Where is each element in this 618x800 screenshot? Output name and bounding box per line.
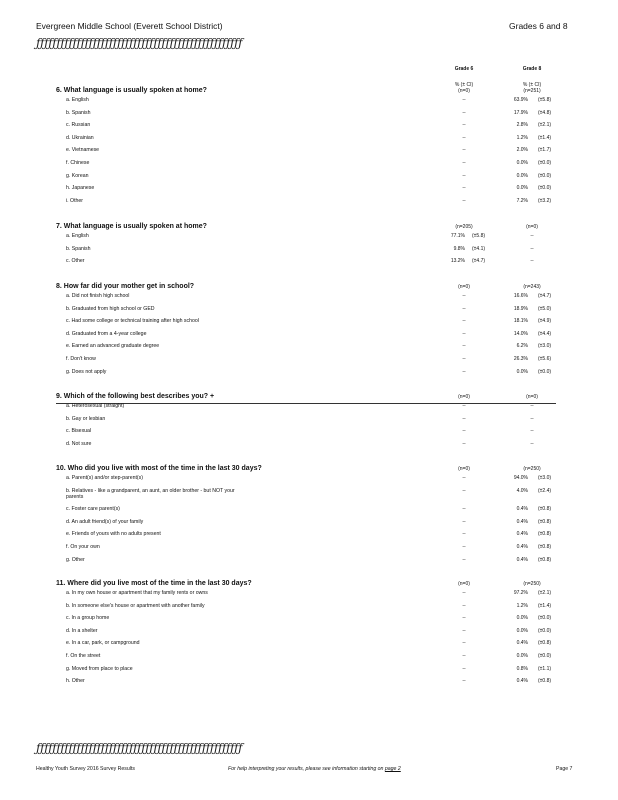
grade6-value: -- (462, 160, 466, 166)
grade6-value: -- (462, 305, 466, 312)
grade8-value: 0.4% (516, 506, 528, 513)
option-label: b. In someone else's house or apartment with another family (66, 602, 205, 609)
grade8-value: 0.0% (516, 615, 528, 622)
grade8-ci: (±0.0) (538, 172, 552, 179)
option-label: e. Friends of yours with no adults present (66, 531, 161, 538)
grade6-value: -- (462, 665, 466, 672)
question-title: 9. Which of the following best describes you? + (56, 393, 215, 400)
grade8-value: 1.2% (516, 134, 528, 141)
grade6-value: -- (462, 343, 466, 350)
grade8-ci: (±4.7) (538, 293, 552, 299)
grade6-value: -- (462, 506, 466, 513)
option-label: c. Other (66, 258, 85, 265)
option-label: f. Don't know (66, 356, 96, 362)
grade6-value: -- (462, 627, 466, 634)
grade8-value: 18.1% (513, 318, 528, 325)
option-label: e. Earned an advanced graduate degree (66, 343, 160, 350)
grade6-ci: (±4.7) (472, 258, 486, 265)
grade8-value: 0.4% (516, 556, 528, 563)
grade8-value: 0.4% (516, 678, 528, 685)
grade6-value: -- (462, 544, 466, 550)
grade8-value: 2.0% (516, 147, 528, 154)
option-label: g. Does not apply (66, 368, 107, 375)
grade8-value: 0.4% (516, 640, 528, 647)
option-label: c. Russian (66, 122, 91, 129)
footer-rule: ƒƒƒƒƒƒƒƒƒƒƒƒƒƒƒƒƒƒƒƒƒƒƒƒƒƒƒƒƒƒƒƒƒƒƒƒƒƒƒƒƒƒƒƒƒƒƒƒƒƒƒ (36, 741, 243, 755)
grade6-value: -- (462, 475, 466, 481)
survey-name: Healthy Youth Survey 2016 Survey Results (36, 766, 135, 772)
option-label: b. Spanish (66, 109, 91, 116)
grade6-column-header: Grade 6 (454, 66, 474, 72)
grade6-value: -- (462, 293, 466, 299)
grade6-value: -- (462, 440, 466, 447)
question-title: 10. Who did you live with most of the time in the last 30 days? (56, 465, 262, 472)
grade6-n: (n=0) (458, 581, 470, 587)
option-label: b. Spanish (66, 245, 91, 252)
grade8-ci: (±0.8) (538, 678, 552, 685)
grade8-value: 63.9% (513, 97, 528, 103)
grade8-ci: (±4.4) (538, 330, 552, 337)
grade8-value: 16.6% (513, 293, 528, 299)
grade6-value: 9.8% (453, 245, 465, 252)
grade8-ci: (±5.6) (538, 356, 552, 362)
question-title: 8. How far did your mother get in school? (56, 283, 195, 290)
option-label: f. On the street (66, 653, 101, 659)
grade6-value: -- (462, 415, 466, 422)
grade6-value: 13.2% (450, 258, 465, 265)
grade6-value: -- (462, 134, 466, 141)
grade6-n-header: (n=0) (458, 88, 470, 94)
option-label: a. English (66, 233, 89, 239)
grade6-value: -- (462, 97, 466, 103)
grade8-value: 6.2% (516, 343, 528, 350)
option-label: a. Heterosexual (straight) (66, 403, 125, 409)
option-label: f. On your own (66, 544, 100, 550)
option-label: b. Graduated from high school or GED (66, 305, 155, 312)
grade8-ci: (±0.0) (538, 615, 552, 622)
option-label: d. Graduated from a 4-year college (66, 330, 147, 337)
option-label: e. In a car, park, or campground (66, 640, 140, 647)
option-label: g. Moved from place to place (66, 665, 133, 672)
option-label-continued: parents (66, 493, 84, 500)
grade8-ci: (±0.8) (538, 640, 552, 647)
grade8-value: 2.8% (516, 122, 528, 129)
question-title: 7. What language is usually spoken at home? (56, 223, 207, 230)
grade6-value: -- (462, 518, 466, 525)
grade6-value: -- (462, 356, 466, 362)
grade8-value: 0.4% (516, 518, 528, 525)
header-rule: ƒƒƒƒƒƒƒƒƒƒƒƒƒƒƒƒƒƒƒƒƒƒƒƒƒƒƒƒƒƒƒƒƒƒƒƒƒƒƒƒƒƒƒƒƒƒƒƒƒƒƒ (36, 36, 243, 50)
grade8-ci: (±0.8) (538, 556, 552, 563)
grade8-ci: (±1.4) (538, 602, 552, 609)
grade6-value: -- (462, 368, 466, 375)
option-label: c. In a group home (66, 615, 110, 622)
grade8-value: 0.8% (516, 665, 528, 672)
grade8-value: 1.2% (516, 602, 528, 609)
option-label: d. In a shelter (66, 627, 98, 634)
grade8-ci: (±0.8) (538, 506, 552, 513)
grade8-ci: (±0.0) (538, 185, 552, 192)
grade8-value: -- (530, 403, 534, 409)
help-text (228, 766, 401, 772)
grade8-value: 26.3% (513, 356, 528, 362)
grade8-value: 0.0% (516, 653, 528, 659)
option-label: h. Japanese (66, 185, 95, 192)
grade8-value: 7.2% (516, 197, 528, 204)
grade6-value: -- (462, 172, 466, 179)
grade6-value: -- (462, 653, 466, 659)
option-label: a. Did not finish high school (66, 293, 130, 299)
question-title: 11. Where did you live most of the time in the last 30 days? (56, 580, 252, 587)
grade8-n: (n=250) (523, 466, 541, 472)
grade6-value: -- (462, 185, 466, 192)
option-label: c. Bisexual (66, 428, 92, 435)
grade8-value: 14.0% (513, 330, 528, 337)
grade6-value: -- (462, 330, 466, 337)
grade8-value: 0.0% (516, 185, 528, 192)
grade8-n: (n=243) (523, 284, 541, 290)
grade8-value: 0.4% (516, 531, 528, 538)
grade6-ci: (±5.8) (472, 233, 486, 239)
option-label: f. Chinese (66, 160, 90, 166)
grade6-value: -- (462, 428, 466, 435)
grade8-ci: (±2.1) (538, 122, 552, 129)
grade6-value: -- (462, 615, 466, 622)
option-label: b. Gay or lesbian (66, 415, 106, 422)
grade8-value: -- (530, 428, 534, 435)
grade8-value: 0.0% (516, 160, 528, 166)
grade6-ci: (±4.1) (472, 245, 486, 252)
grade8-ci: (±0.0) (538, 653, 552, 659)
grade8-value: 0.0% (516, 172, 528, 179)
grade8-ci: (±0.0) (538, 627, 552, 634)
grade8-ci: (±0.8) (538, 544, 552, 550)
grade8-n-header: (n=251) (523, 88, 541, 94)
grade8-ci: (±3.2) (538, 197, 552, 204)
grade8-value: 0.0% (516, 368, 528, 375)
grade8-ci: (±5.0) (538, 305, 552, 312)
grade6-value: -- (462, 590, 466, 596)
grade8-value: -- (530, 233, 534, 239)
grade8-ci: (±4.8) (538, 109, 552, 116)
grade8-value: 0.0% (516, 627, 528, 634)
option-label: a. Parent(s) and/or step-parent(s) (66, 475, 143, 481)
grade6-value: -- (462, 403, 466, 409)
grade8-ci: (±1.7) (538, 147, 552, 154)
grade6-value: -- (462, 109, 466, 116)
grade8-ci: (±0.0) (538, 160, 552, 166)
grade6-value: -- (462, 531, 466, 538)
option-label: d. An adult friend(s) of your family (66, 518, 144, 525)
option-label: h. Other (66, 678, 85, 685)
grade8-ci: (±0.8) (538, 531, 552, 538)
grade8-value: -- (530, 258, 534, 265)
grade6-value: -- (462, 318, 466, 325)
option-label: b. Relatives - like a grandparent, an aunt, an older brother - but NOT your (66, 487, 235, 494)
grade8-ci: (±2.4) (538, 487, 552, 494)
grade8-value: 97.2% (513, 590, 528, 596)
grade8-n: (n=250) (523, 581, 541, 587)
grade8-ci: (±1.4) (538, 134, 552, 141)
grade8-value: 0.4% (516, 544, 528, 550)
grade8-value: -- (530, 440, 534, 447)
grade8-ci: (±4.9) (538, 318, 552, 325)
grade6-value: -- (462, 197, 466, 204)
option-label: c. Had some college or technical training after high school (66, 318, 199, 325)
grade6-value: -- (462, 602, 466, 609)
grade8-value: 17.9% (513, 109, 528, 116)
grade8-n: (n=0) (526, 394, 538, 400)
grade8-pct-header: % (± CI) (522, 82, 542, 88)
grade8-ci: (±3.0) (538, 343, 552, 350)
grade6-value: -- (462, 122, 466, 129)
grade8-ci: (±3.0) (538, 475, 552, 481)
question-title: 6. What language is usually spoken at home? (56, 87, 207, 94)
option-label: i. Other (66, 197, 84, 204)
grade6-value: -- (462, 556, 466, 563)
help-text-label: For help interpreting your results, please see information starting on (228, 766, 384, 772)
grade8-value: 94.0% (513, 475, 528, 481)
grade8-value: -- (530, 245, 534, 252)
grades-label: Grades 6 and 8 (509, 21, 568, 31)
help-page-link[interactable]: page 2 (384, 766, 401, 772)
grade6-value: -- (462, 147, 466, 154)
option-label: d. Ukrainian (66, 134, 94, 141)
grade8-ci: (±5.8) (538, 97, 552, 103)
grade8-value: -- (530, 415, 534, 422)
grade8-ci: (±1.1) (538, 665, 552, 672)
option-label: a. In my own house or apartment that my family rents or owns (66, 590, 208, 596)
grade6-pct-header: % (± CI) (454, 82, 474, 88)
option-label: a. English (66, 97, 89, 103)
grade6-n: (n=0) (458, 394, 470, 400)
option-label: g. Other (66, 556, 85, 563)
option-label: e. Vietnamese (66, 147, 100, 154)
option-label: d. Not sure (66, 440, 92, 447)
grade8-value: 4.0% (516, 487, 528, 494)
option-label: g. Korean (66, 172, 89, 179)
grade8-ci: (±2.1) (538, 590, 552, 596)
grade8-n: (n=0) (526, 224, 538, 230)
grade8-value: 18.9% (513, 305, 528, 312)
option-label: c. Foster care parent(s) (66, 506, 120, 513)
page-number: Page 7 (556, 766, 573, 772)
school-name: Evergreen Middle School (Everett School District) (36, 21, 223, 31)
grade6-value: -- (462, 640, 466, 647)
grade8-column-header: Grade 8 (522, 66, 542, 72)
grade8-ci: (±0.0) (538, 368, 552, 375)
grade6-value: -- (462, 678, 466, 685)
grade8-ci: (±0.8) (538, 518, 552, 525)
grade6-n: (n=0) (458, 466, 470, 472)
grade6-value: 77.1% (450, 233, 465, 239)
grade6-n: (n=205) (455, 224, 473, 230)
grade6-n: (n=0) (458, 284, 470, 290)
grade6-value: -- (462, 487, 466, 494)
